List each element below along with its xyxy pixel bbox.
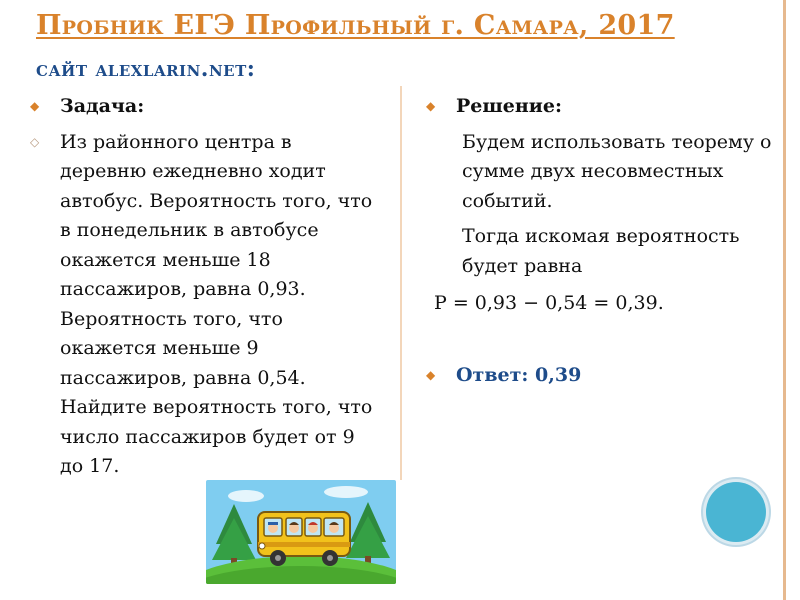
solution-column xyxy=(426,92,776,390)
diamond-bullet-icon: ◆ xyxy=(426,367,436,382)
task-text-row xyxy=(30,128,380,482)
school-bus-illustration xyxy=(206,480,396,584)
solution-text-2: Тогда искомая вероятность будет равна xyxy=(462,225,740,277)
answer-text: Ответ: 0,39 xyxy=(456,363,582,386)
slide-right-border xyxy=(783,0,786,600)
solution-heading-row xyxy=(426,92,776,122)
solution-line-1 xyxy=(426,128,776,217)
slide-title: Пробник ЕГЭ Профильный г. Самара, 2017 xyxy=(36,10,675,41)
task-text: Из районного центра в деревню ежедневно ходит автобус. Вероятность того, что в понедельник в автобусе окажется меньше 18 пассажиров, равна 0,93. Вероятность того, что окажется меньше 9 пассажиров, равна 0,54. Найдите вероятность того, что число пассажиров будет от 9 до 17. xyxy=(60,130,373,477)
column-divider xyxy=(400,86,402,480)
solution-line-2 xyxy=(426,222,776,281)
solution-heading: Решение: xyxy=(456,95,562,117)
diamond-bullet-icon: ◆ xyxy=(426,99,436,113)
solution-text-1: Будем использовать теорему о сумме двух несовместных событий. xyxy=(462,130,772,212)
task-column xyxy=(30,92,380,482)
answer-row xyxy=(426,361,776,391)
hollow-bullet-icon: ◇ xyxy=(30,134,40,149)
task-heading-row xyxy=(30,92,380,122)
task-heading: Задача: xyxy=(60,95,145,117)
slide-subtitle: сайт alexlarin.net: xyxy=(36,56,256,82)
decorative-circle xyxy=(706,482,766,542)
diamond-bullet-icon: ◆ xyxy=(30,99,40,113)
solution-formula: Р = 0,93 − 0,54 = 0,39. xyxy=(434,292,664,314)
solution-formula-row xyxy=(426,289,776,319)
